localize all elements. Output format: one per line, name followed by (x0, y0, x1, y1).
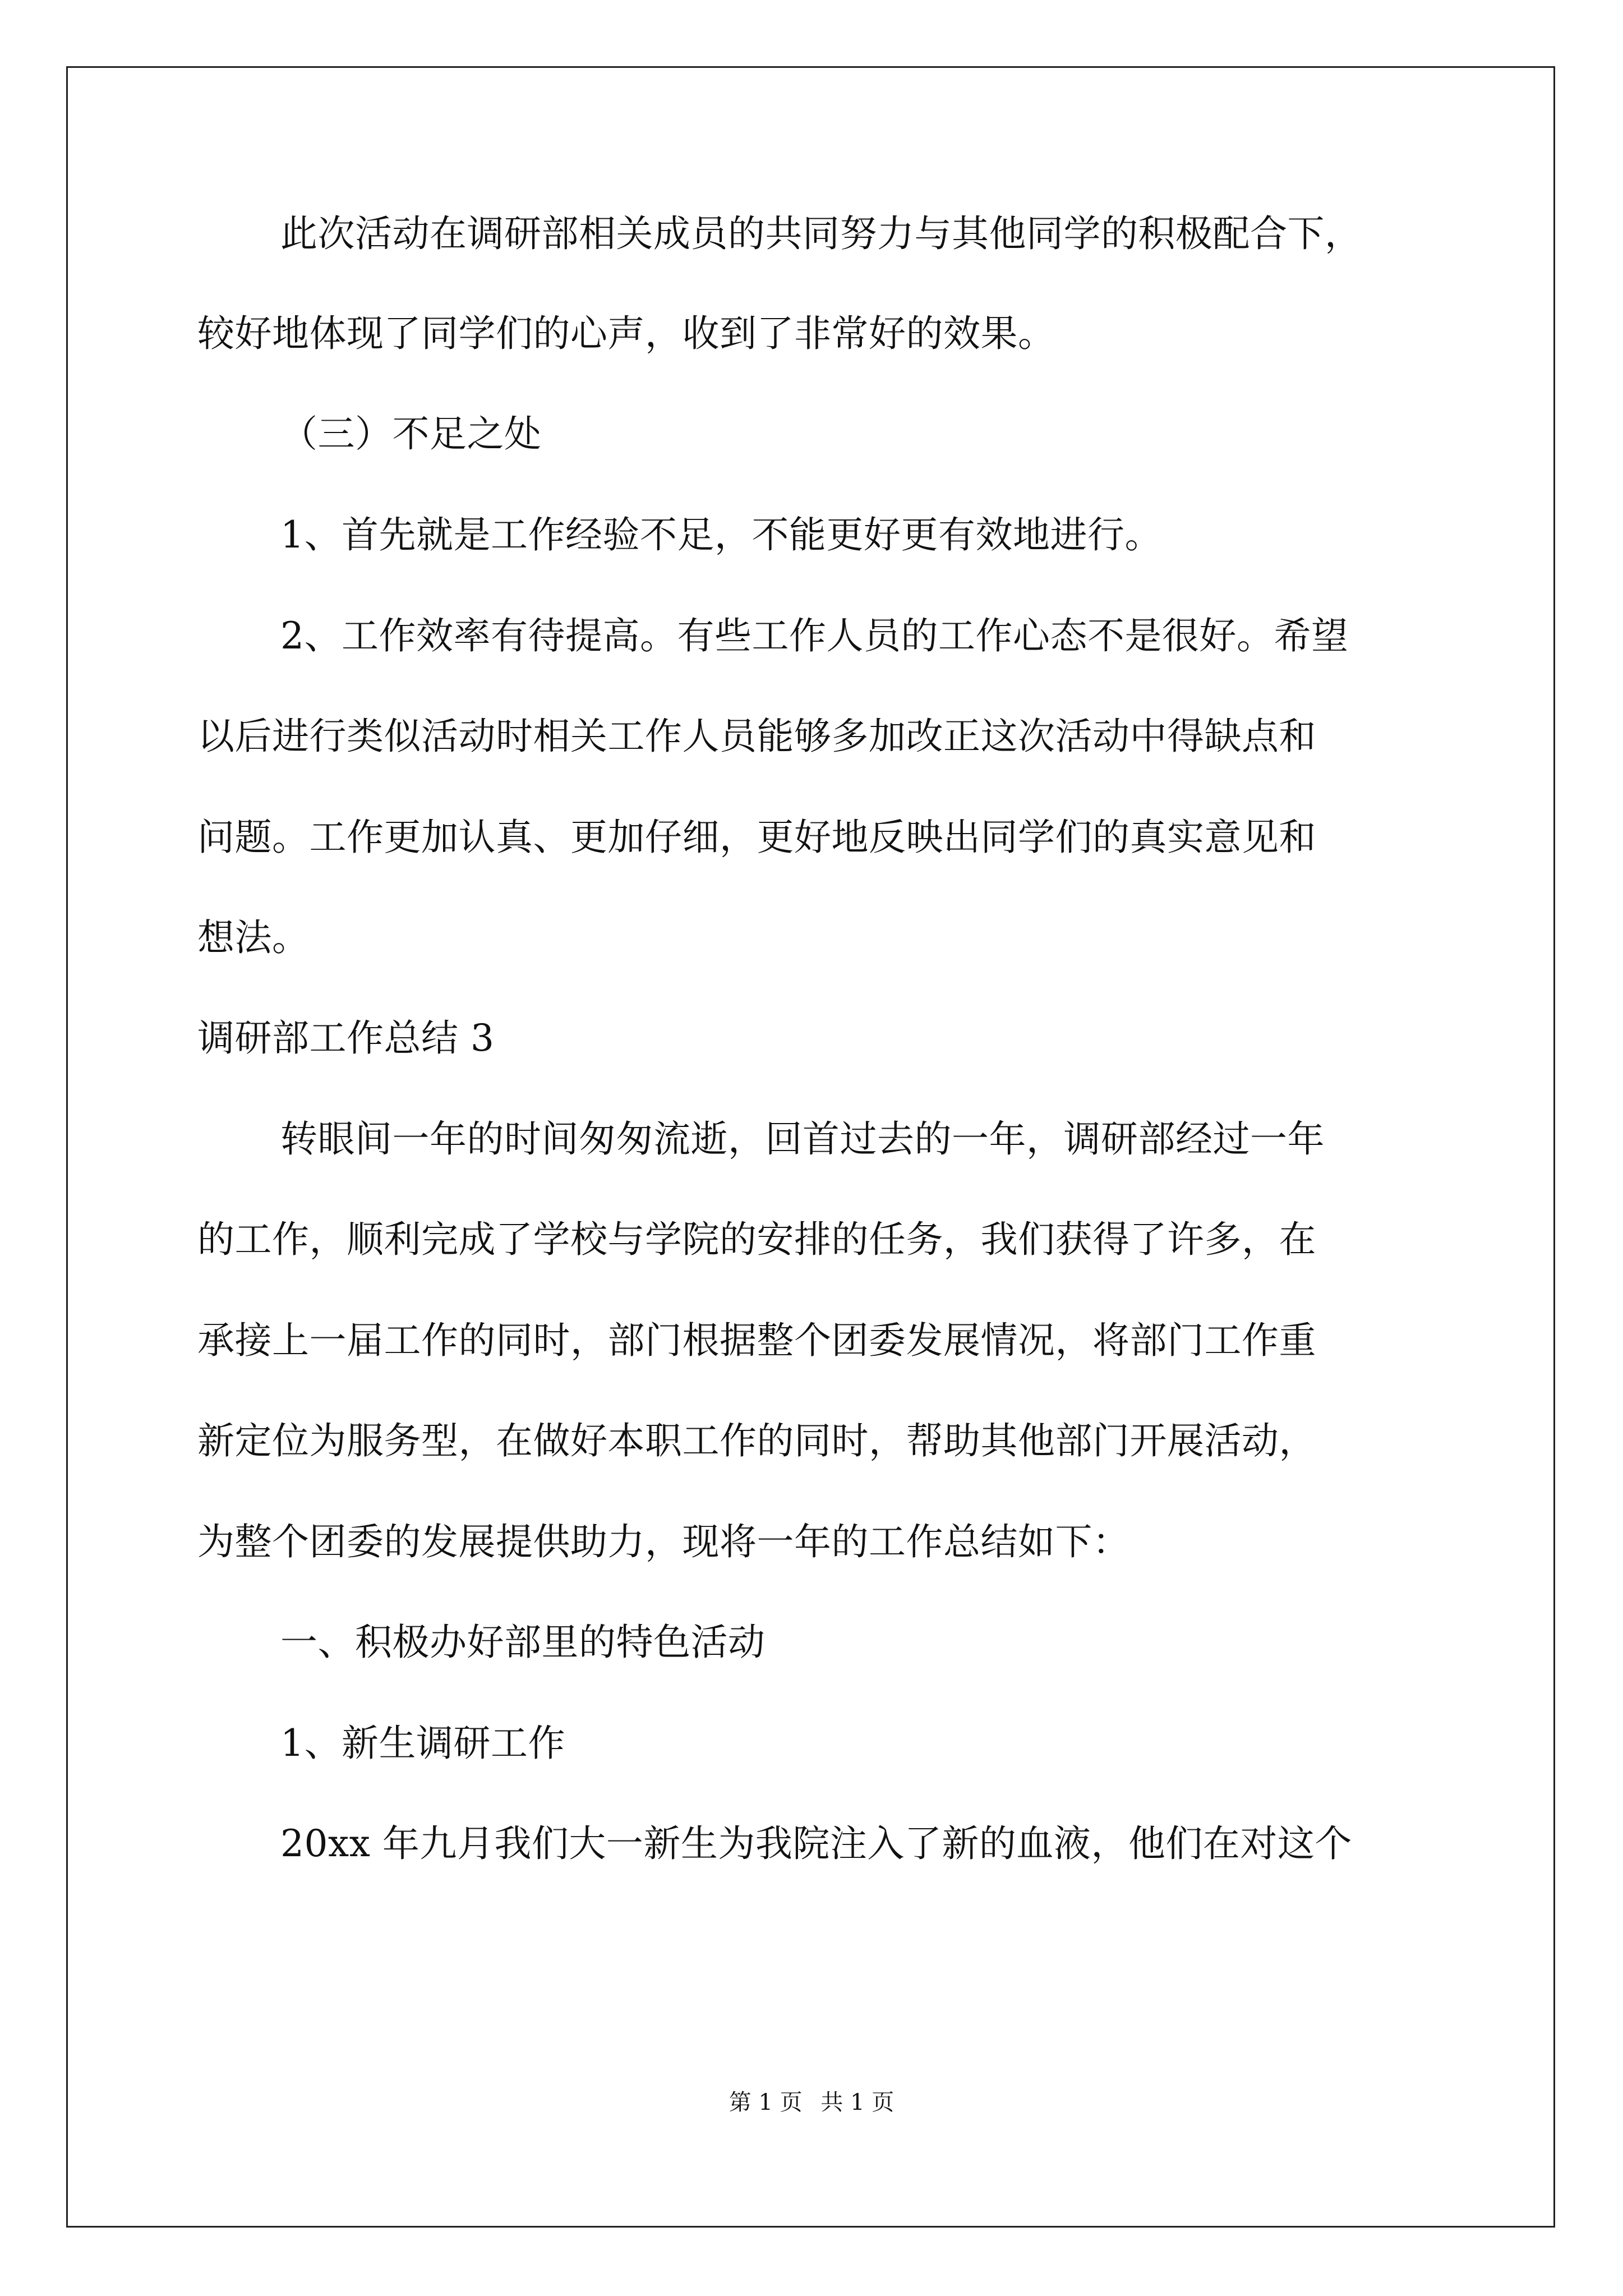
paragraph-line: 的工作，顺利完成了学校与学院的安排的任务，我们获得了许多，在 (197, 1218, 1316, 1261)
paragraph-line: 以后进行类似活动时相关工作人员能够多加改正这次活动中得缺点和 (197, 715, 1316, 758)
paragraph-line: 想法。 (197, 916, 310, 959)
paragraph-line: 问题。工作更加认真、更加仔细，更好地反映出同学们的真实意见和 (197, 816, 1316, 859)
paragraph-line: 此次活动在调研部相关成员的共同努力与其他同学的积极配合下， (280, 212, 1362, 255)
paragraph-line: 转眼间一年的时间匆匆流逝，回首过去的一年，调研部经过一年 (280, 1117, 1325, 1161)
page-total: 共 1 页 (820, 2090, 895, 2115)
paragraph-line: 承接上一届工作的同时，部门根据整个团委发展情况，将部门工作重 (197, 1319, 1316, 1362)
paragraph-line: 新定位为服务型，在做好本职工作的同时，帮助其他部门开展活动， (197, 1419, 1316, 1462)
list-item: 2、工作效率有待提高。有些工作人员的工作心态不是很好。希望 (280, 614, 1349, 657)
page-number: 第 1 页 (728, 2090, 803, 2115)
section-heading: 一、积极办好部里的特色活动 (280, 1621, 766, 1664)
section-heading: （三）不足之处 (280, 412, 542, 455)
paragraph-line: 为整个团委的发展提供助力，现将一年的工作总结如下： (197, 1520, 1130, 1563)
list-item: 1、首先就是工作经验不足，不能更好更有效地进行。 (280, 513, 1162, 556)
paragraph-line: 20xx 年九月我们大一新生为我院注入了新的血液，他们在对这个 (280, 1822, 1352, 1865)
paragraph-line: 较好地体现了同学们的心声，收到了非常好的效果。 (197, 312, 1055, 355)
page-footer (0, 2086, 1623, 2119)
subsection-heading: 1、新生调研工作 (280, 1722, 565, 1765)
document-title: 调研部工作总结 3 (197, 1016, 495, 1060)
